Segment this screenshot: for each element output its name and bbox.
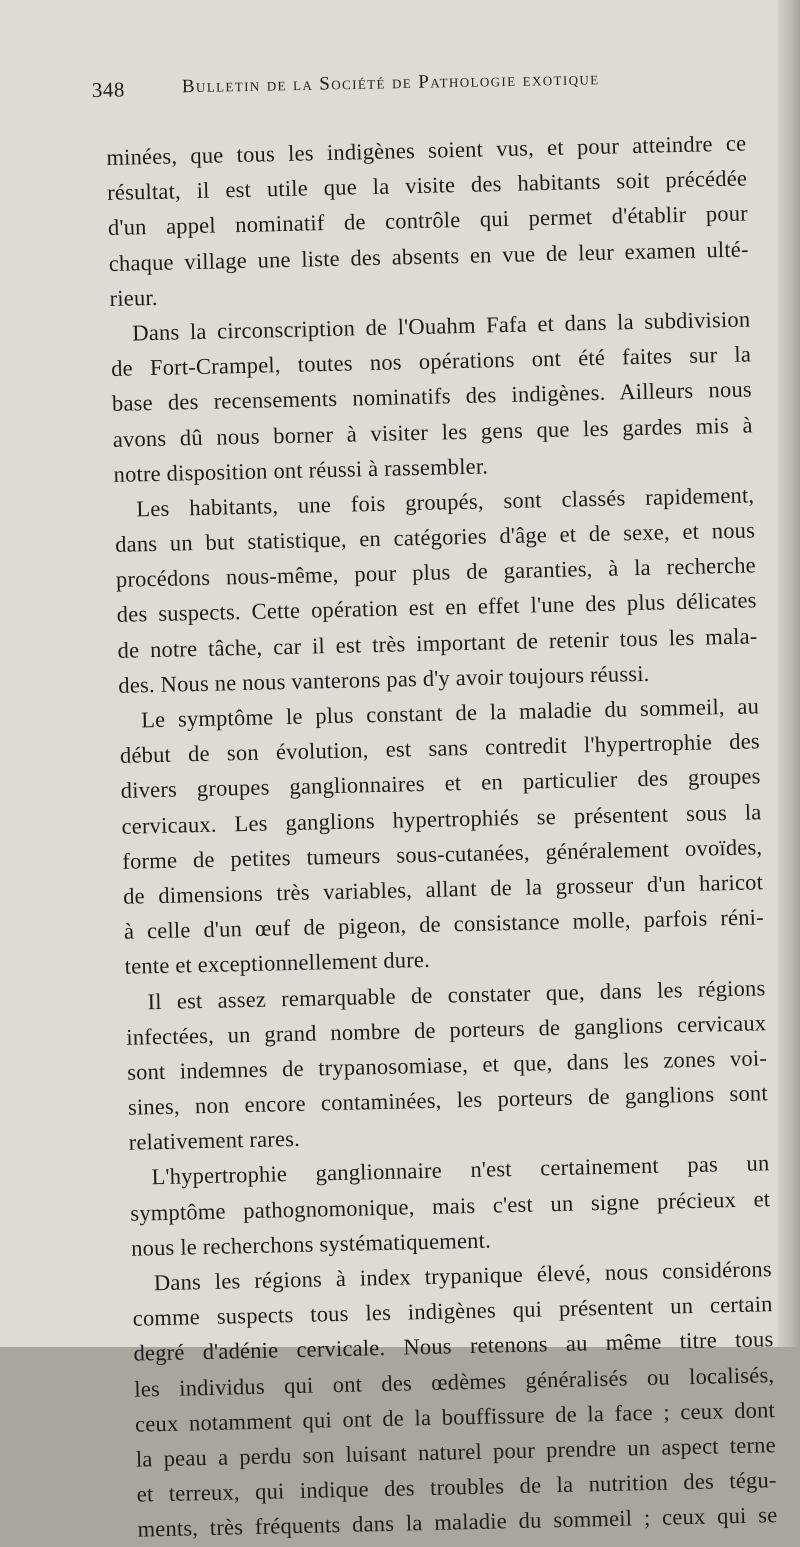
text-line: ceux notamment qui ont de la bouffissure de la face ; ceux dont — [134, 1396, 776, 1437]
text-line: Dans les régions à index trypanique élevé, nous considérons — [153, 1256, 773, 1296]
text-line: de Fort-Crampel, toutes nos opérations ont été faites sur la — [110, 341, 752, 382]
text-line: L'hypertrophie ganglionnaire n'est certainement pas un — [151, 1150, 770, 1190]
text-line: de dimensions très variables, allant de la grosseur d'un haricot — [122, 869, 764, 909]
text-line: sines, non encore contaminées, les porteurs de ganglions sont — [127, 1080, 769, 1120]
text-line: rieur. — [109, 284, 158, 311]
text-line: chaque village une liste des absents en vue de leur examen ulté- — [108, 236, 749, 276]
text-line: sont indemnes de trypanosomiase, et que, dans les zones voi- — [126, 1045, 768, 1085]
text-line: Dans la circonscription de l'Ouahm Fafa et dans la subdivision — [132, 306, 751, 346]
text-line: ments, très fréquents dans la maladie du sommeil ; ceux qui se — [137, 1502, 778, 1542]
text-line: infectées, un grand nombre de porteurs de ganglions cervicaux — [126, 1009, 767, 1050]
text-line: les individus qui ont des œdèmes généralisés ou localisés, — [134, 1361, 775, 1402]
text-line: d'un appel nominatif de contrôle qui permet d'établir pour — [107, 200, 749, 241]
text-line: Il est assez remarquable de constater que, dans les régions — [147, 974, 766, 1014]
text-line: dans un but statistique, en catégories d'âge et de sexe, et nous — [114, 517, 756, 557]
text-line: tente et exceptionnellement dure. — [124, 947, 431, 980]
page-number: 348 — [91, 77, 126, 102]
page-header — [92, 67, 653, 110]
text-line: forme de petites tumeurs sous-cutanées, généralement ovoïdes, — [122, 834, 763, 874]
text-line: de notre tâche, car il est très important de retenir tous les mala- — [117, 622, 758, 663]
text-line: Le symptôme le plus constant de la maladie du sommeil, au — [140, 693, 760, 733]
text-line: degré d'adénie cervicale. Nous retenons au même titre tous — [133, 1326, 774, 1367]
text-line: début de son évolution, est sans contredit l'hypertrophie des — [119, 728, 761, 769]
text-line: à celle d'un œuf de pigeon, de consistance molle, parfois réni- — [123, 904, 765, 944]
text-line: base des recensements nominatifs des indigènes. Ailleurs nous — [111, 376, 753, 417]
text-line: des. Nous ne nous vanterons pas d'y avoir toujours réussi. — [118, 660, 650, 698]
body-text — [106, 125, 778, 1547]
text-line: nous le recherchons systématiquement. — [130, 1227, 492, 1261]
text-line: avons dû nous borner à visiter les gens que les gardes mis à — [112, 411, 753, 452]
text-line: résultat, il est utile que la visite des habitants soit précédée — [106, 165, 748, 206]
text-line: et terreux, qui indique des troubles de la nutrition des tégu- — [136, 1467, 777, 1507]
text-line: minées, que tous les indigènes soient vus, et pour atteindre ce — [106, 130, 747, 170]
text-line: notre disposition ont réussi à rassembler. — [113, 453, 489, 487]
text-line: relativement rares. — [128, 1126, 301, 1155]
text-line: Les habitants, une fois groupés, sont classés rapidement, — [136, 482, 755, 522]
text-line: divers groupes ganglionnaires et en particulier des groupes — [120, 763, 761, 804]
text-line: comme suspects tous les indigènes qui présentent un certain — [132, 1291, 773, 1331]
text-line: symptôme pathognomonique, mais c'est un signe précieux et — [130, 1185, 771, 1226]
text-line: la peau a perdu son luisant naturel pour prendre un aspect terne — [135, 1432, 777, 1472]
text-line: des suspects. Cette opération est en effet l'une des plus délicates — [116, 587, 757, 628]
text-line: cervicaux. Les ganglions hypertrophiés se présentent sous la — [121, 798, 762, 839]
running-head: Bulletin de la Société de Pathologie exotique — [181, 68, 600, 98]
page-edge-shadow — [778, 0, 800, 1347]
text-line: procédons nous-même, pour plus de garanties, à la recherche — [115, 552, 757, 593]
